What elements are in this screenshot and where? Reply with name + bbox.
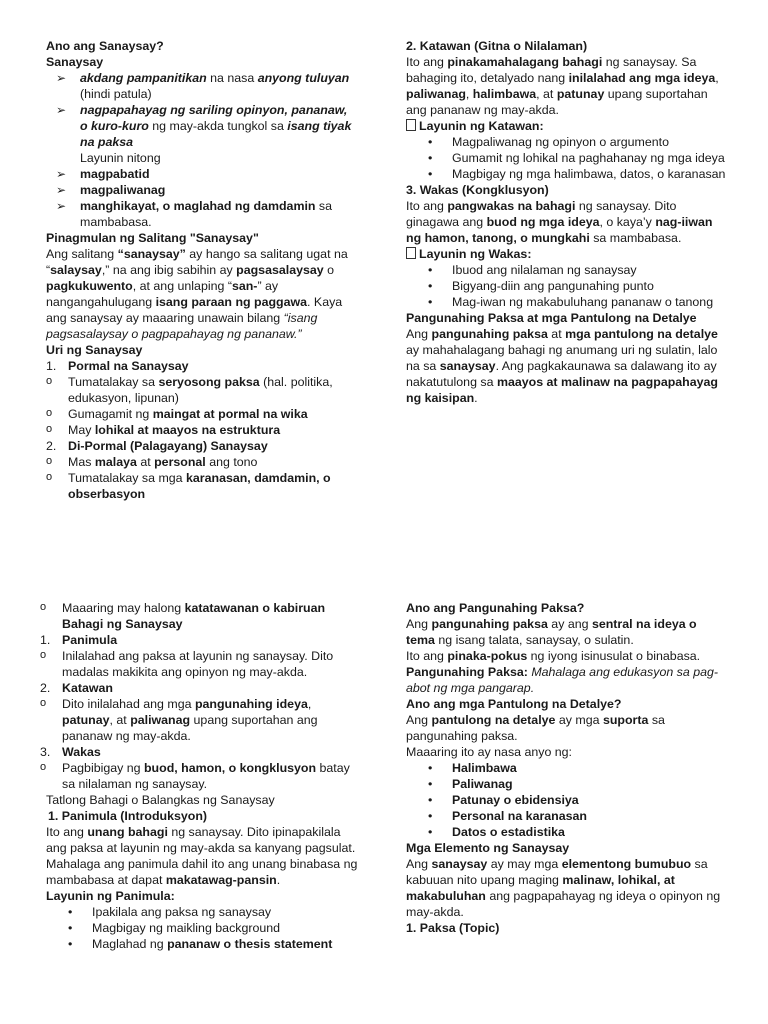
list-item: • Personal na karanasan — [428, 809, 587, 823]
list-item: • Halimbawa — [428, 761, 517, 775]
list-item: • Ipakilala ang paksa ng sanaysay — [68, 905, 272, 919]
bullet-icon: • — [428, 135, 433, 149]
arrow-bullet-icon: ➢ — [56, 199, 67, 213]
list-item: ➢ nagpapahayag ng sariling opinyon, pananaw, o kuro-kuro ng may-akda tungkol sa isang tiyak na paksa — [56, 103, 352, 149]
list-item: ➢ magpabatid — [56, 167, 150, 181]
arrow-bullet-icon: ➢ — [56, 71, 67, 85]
section-heading-paksa-topic: 1. Paksa (Topic) — [406, 921, 500, 935]
page-title: Ano ang Sanaysay? — [46, 39, 164, 53]
circle-bullet-icon: o — [40, 697, 47, 709]
circle-bullet-icon: o — [46, 423, 53, 435]
list-item: • Mag-iwan ng makabuluhang pananaw o tanong — [428, 295, 714, 309]
list-item: o Tumatalakay sa seryosong paksa (hal. politika, edukasyon, lipunan) — [46, 375, 333, 405]
missing-glyph-icon — [406, 247, 416, 259]
pokus-paragraph: Ito ang pinaka-pokus ng iyong isinusulat o binabasa. — [406, 649, 701, 663]
subheading-sanaysay: Sanaysay — [46, 55, 104, 69]
column-bottom-right — [406, 600, 728, 936]
section-heading-uri: Uri ng Sanaysay — [46, 343, 143, 357]
layunin-katawan-list — [406, 134, 728, 182]
arrow-bullet-icon: ➢ — [56, 183, 67, 197]
arrow-bullet-icon: ➢ — [56, 167, 67, 181]
bullet-icon: • — [428, 151, 433, 165]
column-top-left — [46, 38, 358, 502]
list-item: o Gumagamit ng maingat at pormal na wika — [46, 407, 308, 421]
uri-list — [46, 358, 358, 502]
circle-bullet-icon: o — [40, 761, 47, 773]
paksa-paragraph: Ang pangunahing paksa ay ang sentral na ideya o tema ng isang talata, sanaysay, o sulatin. — [406, 617, 697, 647]
section-heading-elemento: Mga Elemento ng Sanaysay — [406, 841, 570, 855]
wakas-paragraph: Ito ang pangwakas na bahagi ng sanaysay. Dito ginagawa ang buod ng mga ideya, o kaya’y nag-iiwan ng hamon, tanong, o mungkahi sa mambabasa. — [406, 199, 713, 245]
origin-paragraph: Ang salitang “sanaysay” ay hango sa salitang ugat na “salaysay,” na ang ibig sabihin ay pagsasalaysay o pagkukuwento, at ang unlaping “san-” ay nangangahulugang isang paraan ng paggawa. Kaya ang sanaysay ay maaaring unawain bilang “isang pagsasalaysay o pagpapahayag ng pananaw.” — [46, 247, 348, 341]
bullet-icon: • — [428, 263, 433, 277]
section-heading-ppd: Pangunahing Paksa at mga Pantulong na Detalye — [406, 311, 697, 325]
section-heading-origin: Pinagmulan ng Salitang "Sanaysay" — [46, 231, 259, 245]
detalye-paragraph: Ang pantulong na detalye ay mga suporta sa pangunahing paksa. — [406, 713, 665, 743]
layunin-wakas-list — [406, 262, 728, 310]
list-item: o Mas malaya at personal ang tono — [46, 455, 258, 469]
list-item: 2. Katawan — [40, 681, 113, 695]
bullet-icon: • — [428, 793, 433, 807]
list-item: o Maaaring may halong katatawanan o kabiruan — [40, 601, 326, 615]
list-item: 1. Panimula — [40, 633, 118, 647]
bullet-icon: • — [68, 937, 73, 951]
layunin-panimula-heading: Layunin ng Panimula: — [46, 889, 175, 903]
question-heading-paksa: Ano ang Pangunahing Paksa? — [406, 601, 585, 615]
bullet-icon: • — [68, 905, 73, 919]
layunin-panimula-list — [46, 904, 362, 952]
arrow-bullet-icon: ➢ — [56, 103, 67, 117]
section-heading-wakas: 3. Wakas (Kongklusyon) — [406, 183, 549, 197]
bullet-icon: • — [428, 809, 433, 823]
list-item: 3. Wakas — [40, 745, 101, 759]
list-item: Bahagi ng Sanaysay — [62, 617, 183, 631]
column-top-right — [406, 38, 728, 406]
bullet-icon: • — [428, 279, 433, 293]
example-paragraph: Pangunahing Paksa: Mahalaga ang edukasyon sa pag-abot ng mga pangarap. — [406, 665, 718, 695]
circle-bullet-icon: o — [40, 601, 47, 613]
question-heading-detalye: Ano ang mga Pantulong na Detalye? — [406, 697, 622, 711]
bullet-icon: • — [428, 777, 433, 791]
section-heading-panimula: 1. Panimula (Introduksyon) — [48, 809, 208, 823]
list-item: • Ibuod ang nilalaman ng sanaysay — [428, 263, 637, 277]
circle-bullet-icon: o — [40, 649, 47, 661]
list-item: o Inilalahad ang paksa at layunin ng sanaysay. Dito madalas makikita ang opinyon ng may-akda. — [40, 649, 334, 679]
list-item: ➢ magpaliwanag — [56, 183, 166, 197]
list-item: Layunin nitong — [80, 151, 161, 165]
list-item: • Bigyang-diin ang pangunahing punto — [428, 279, 654, 293]
bullet-icon: • — [428, 167, 433, 181]
bullet-icon: • — [428, 825, 433, 839]
list-item: • Gumamit ng lohikal na paghahanay ng mga ideya — [428, 151, 725, 165]
bullet-icon: • — [68, 921, 73, 935]
anyo-label: Maaaring ito ay nasa anyo ng: — [406, 745, 573, 759]
panimula-paragraph: Ito ang unang bahagi ng sanaysay. Dito ipinapakilala ang paksa at layunin ng may-akda sa kanyang pagsulat. Mahalaga ang panimula dahil ito ang unang binabasa ng mambabasa at dapat makatawag-pansin. — [46, 825, 358, 887]
anyo-list — [406, 760, 728, 840]
elemento-paragraph: Ang sanaysay ay may mga elementong bumubuo sa kabuuan nito upang maging malinaw, lohikal, at makabuluhan ang pagpapahayag ng ideya o opinyon ng may-akda. — [406, 857, 721, 919]
list-item: • Magbigay ng mga halimbawa, datos, o karanasan — [428, 167, 726, 181]
column-bottom-left — [40, 600, 362, 952]
circle-bullet-icon: o — [46, 471, 53, 483]
list-item: o Tumatalakay sa mga karanasan, damdamin, o obserbasyon — [46, 471, 331, 501]
layunin-wakas-heading: Layunin ng Wakas: — [406, 246, 728, 262]
list-item: • Magbigay ng maikling background — [68, 921, 281, 935]
katawan-paragraph: Ito ang pinakamahalagang bahagi ng sanaysay. Sa bahaging ito, detalyado nang inilalahad ang mga ideya, paliwanag, halimbawa, at patunay upang suportahan ang pananaw ng may-akda. — [406, 55, 719, 117]
circle-bullet-icon: o — [46, 407, 53, 419]
circle-bullet-icon: o — [46, 375, 53, 387]
ppd-paragraph: Ang pangunahing paksa at mga pantulong na detalye ay mahahalagang bahagi ng anumang uri ng sulatin, lalo na sa sanaysay. Ang pagkakaunawa sa dalawang ito ay nakatutulong sa maayos at malinaw na pagpapahayag ng kaisipan. — [406, 327, 718, 405]
bullet-icon: • — [428, 761, 433, 775]
section-heading-katawan: 2. Katawan (Gitna o Nilalaman) — [406, 39, 588, 53]
layunin-katawan-heading: Layunin ng Katawan: — [406, 118, 728, 134]
list-item: o Pagbibigay ng buod, hamon, o kongklusyon batay sa nilalaman ng sanaysay. — [40, 761, 350, 791]
list-item: ➢ akdang pampanitikan na nasa anyong tuluyan (hindi patula) — [56, 71, 350, 101]
continued-list — [40, 600, 362, 792]
missing-glyph-icon — [406, 119, 416, 131]
list-item: • Magpaliwanag ng opinyon o argumento — [428, 135, 669, 149]
tatlong-bahagi-label: Tatlong Bahagi o Balangkas ng Sanaysay — [46, 793, 275, 807]
list-item: o Dito inilalahad ang mga pangunahing ideya, patunay, at paliwanag upang suportahan ang pananaw ng may-akda. — [40, 697, 318, 743]
list-item: 2. Di-Pormal (Palagayang) Sanaysay — [46, 439, 268, 453]
definition-list — [46, 70, 358, 230]
list-item: • Patunay o ebidensiya — [428, 793, 579, 807]
list-item: • Datos o estadistika — [428, 825, 565, 839]
list-item: • Maglahad ng pananaw o thesis statement — [68, 937, 333, 951]
list-item: 1. Pormal na Sanaysay — [46, 359, 189, 373]
list-item: ➢ manghikayat, o maglahad ng damdamin sa mambabasa. — [56, 199, 333, 229]
circle-bullet-icon: o — [46, 455, 53, 467]
list-item: o May lohikal at maayos na estruktura — [46, 423, 281, 437]
bullet-icon: • — [428, 295, 433, 309]
panimula-section — [40, 808, 362, 952]
list-item: • Paliwanag — [428, 777, 513, 791]
